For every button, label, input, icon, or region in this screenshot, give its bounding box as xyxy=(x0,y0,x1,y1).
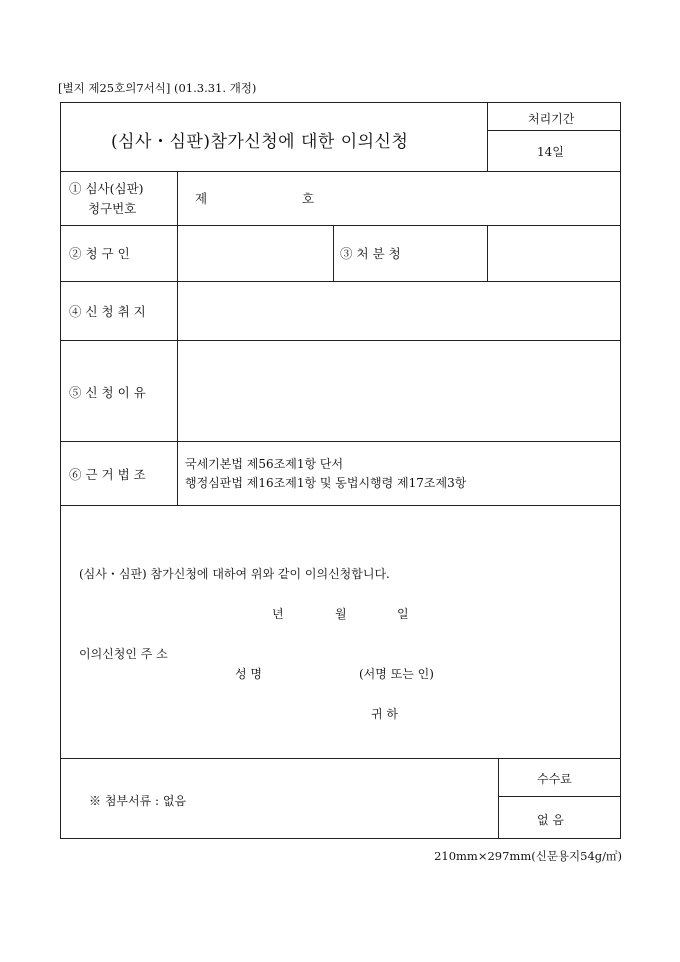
case-number-input[interactable] xyxy=(211,183,291,207)
legal-basis-line2: 행정심판법 제16조제1항 및 동법시행령 제17조제3항 xyxy=(185,476,467,490)
reason-label: ⑤ 신 청 이 유 xyxy=(69,385,146,400)
claimant-label: ② 청 구 인 xyxy=(69,246,130,261)
processing-period-value: 14일 xyxy=(537,145,564,159)
agency-label: ③ 처 분 청 xyxy=(340,246,401,261)
paper-spec: 210mm×297mm(신문용지54g/㎡) xyxy=(434,849,622,863)
date-input[interactable] xyxy=(211,601,411,621)
processing-period-label: 처리기간 xyxy=(528,112,575,126)
purpose-label: ④ 신 청 취 지 xyxy=(69,304,146,319)
applicant-address-input[interactable] xyxy=(191,641,591,661)
form-code: [별지 제25호의7서식] (01.3.31. 개정) xyxy=(58,81,257,95)
signature-label: (서명 또는 인) xyxy=(359,667,434,681)
applicant-name-input[interactable] xyxy=(271,661,361,681)
fee-value: 없 음 xyxy=(537,813,564,827)
applicant-address-label: 이의신청인 주 소 xyxy=(79,647,168,661)
date-year: 년 xyxy=(272,607,284,621)
declaration-statement: (심사・심판) 참가신청에 대하여 위와 같이 이의신청합니다. xyxy=(79,567,390,581)
form-table xyxy=(60,102,621,839)
fee-label: 수수료 xyxy=(537,772,572,786)
addressee-label: 귀 하 xyxy=(371,707,398,721)
case-number-je: 제 xyxy=(195,191,208,206)
case-number-label-line1: ① 심사(심판) xyxy=(69,181,144,196)
attachments-note: ※ 첨부서류 : 없음 xyxy=(89,794,187,808)
case-number-label-line2: 청구번호 xyxy=(88,201,137,216)
applicant-name-label: 성 명 xyxy=(235,667,262,681)
date-day: 일 xyxy=(397,607,409,621)
date-month: 월 xyxy=(335,607,347,621)
legal-basis-line1: 국세기본법 제56조제1항 단서 xyxy=(185,457,344,471)
legal-basis-label: ⑥ 근 거 법 조 xyxy=(69,467,146,482)
form-title: (심사・심판)참가신청에 대한 이의신청 xyxy=(111,132,409,152)
case-number-ho: 호 xyxy=(302,191,315,206)
